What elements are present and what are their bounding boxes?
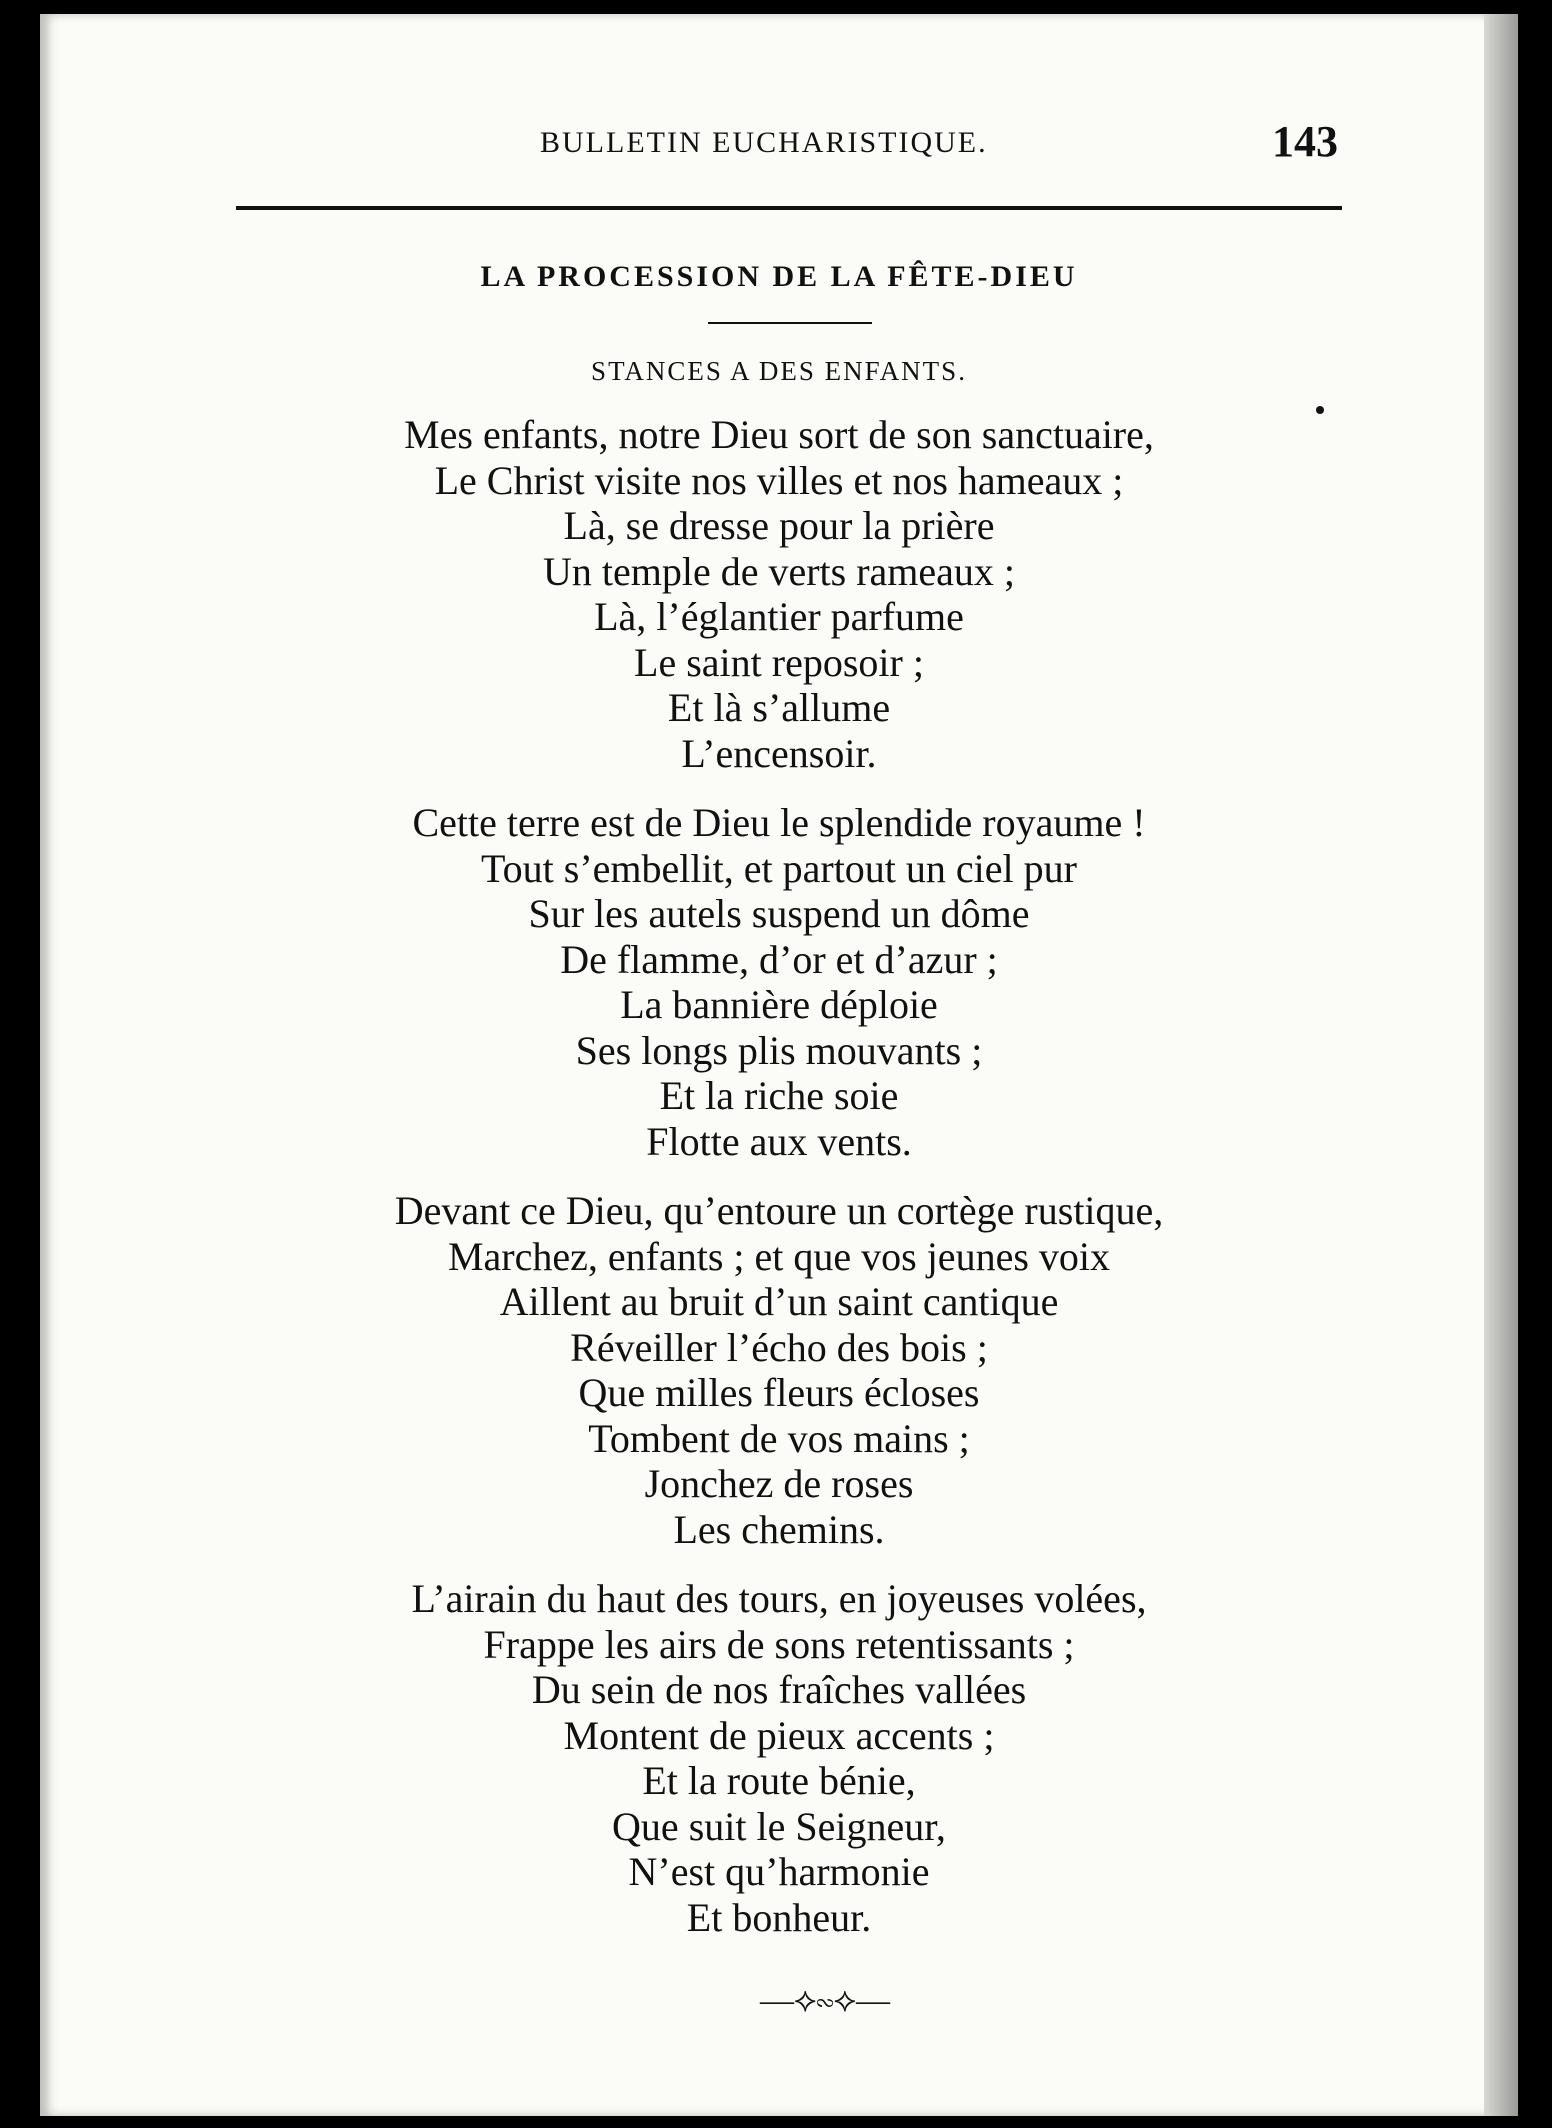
poem-line: Et la riche soie xyxy=(659,1073,899,1118)
running-title: BULLETIN EUCHARISTIQUE. xyxy=(540,126,988,159)
poem-line: Tombent de vos mains ; xyxy=(588,1415,970,1461)
poem-line: Montent de pieux accents ; xyxy=(563,1712,995,1758)
poem-line: Flotte aux vents. xyxy=(646,1118,912,1164)
poem-line: Réveiller l’écho des bois ; xyxy=(570,1324,988,1370)
poem-line: Et bonheur. xyxy=(686,1894,872,1940)
poem-line: Le saint reposoir ; xyxy=(634,639,924,685)
poem-line: La bannière déploie xyxy=(620,982,938,1027)
poem-line: Le Christ visite nos villes et nos hameaux ; xyxy=(434,457,1124,503)
poem-line: Ses longs plis mouvants ; xyxy=(575,1027,983,1073)
stanza-4 xyxy=(40,1576,1518,1940)
poem-line: L’encensoir. xyxy=(681,730,877,776)
page-number: 143 xyxy=(1272,117,1338,166)
stanza-3 xyxy=(40,1188,1518,1552)
title-rule xyxy=(708,322,872,324)
poem-line: N’est qu’harmonie xyxy=(628,1849,930,1894)
ink-speck xyxy=(1316,406,1324,414)
poem-line: Devant ce Dieu, qu’entoure un cortège rustique, xyxy=(394,1188,1164,1233)
poem-line: Là, l’églantier parfume xyxy=(594,594,964,639)
header-rule xyxy=(236,206,1342,210)
poem-line: Tout s’embellit, et partout un ciel pur xyxy=(481,845,1077,891)
poem-line: Que milles fleurs écloses xyxy=(578,1370,980,1415)
poem-line: Que suit le Seigneur, xyxy=(612,1803,946,1849)
poem-body xyxy=(40,412,1518,1964)
poem-line: Sur les autels suspend un dôme xyxy=(528,891,1030,936)
poem-subtitle: STANCES A DES ENFANTS. xyxy=(591,356,967,386)
poem-line: Frappe les airs de sons retentissants ; xyxy=(483,1621,1075,1667)
poem-line: Un temple de verts rameaux ; xyxy=(542,548,1016,594)
stanza-2 xyxy=(40,800,1518,1164)
poem-line: Et la route bénie, xyxy=(642,1758,916,1803)
closing-ornament: —⟡∾⟡— xyxy=(760,1982,891,2019)
poem-line: Mes enfants, notre Dieu sort de son sanctuaire, xyxy=(404,412,1154,457)
poem-line: Jonchez de roses xyxy=(644,1461,914,1506)
poem-line: Marchez, enfants ; et que vos jeunes voix xyxy=(447,1233,1110,1279)
poem-line: Là, se dresse pour la prière xyxy=(563,503,995,548)
poem-line: Cette terre est de Dieu le splendide royaume ! xyxy=(412,800,1146,845)
poem-title: LA PROCESSION DE LA FÊTE-DIEU xyxy=(480,260,1078,293)
poem-line: L’airain du haut des tours, en joyeuses volées, xyxy=(411,1576,1147,1621)
book-page xyxy=(40,14,1518,2116)
poem-line: Les chemins. xyxy=(673,1506,885,1552)
poem-line: Du sein de nos fraîches vallées xyxy=(531,1667,1027,1712)
poem-line: Aillent au bruit d’un saint cantique xyxy=(499,1279,1059,1324)
stanza-1 xyxy=(40,412,1518,776)
poem-line: Et là s’allume xyxy=(667,685,891,730)
poem-line: De flamme, d’or et d’azur ; xyxy=(560,936,998,982)
